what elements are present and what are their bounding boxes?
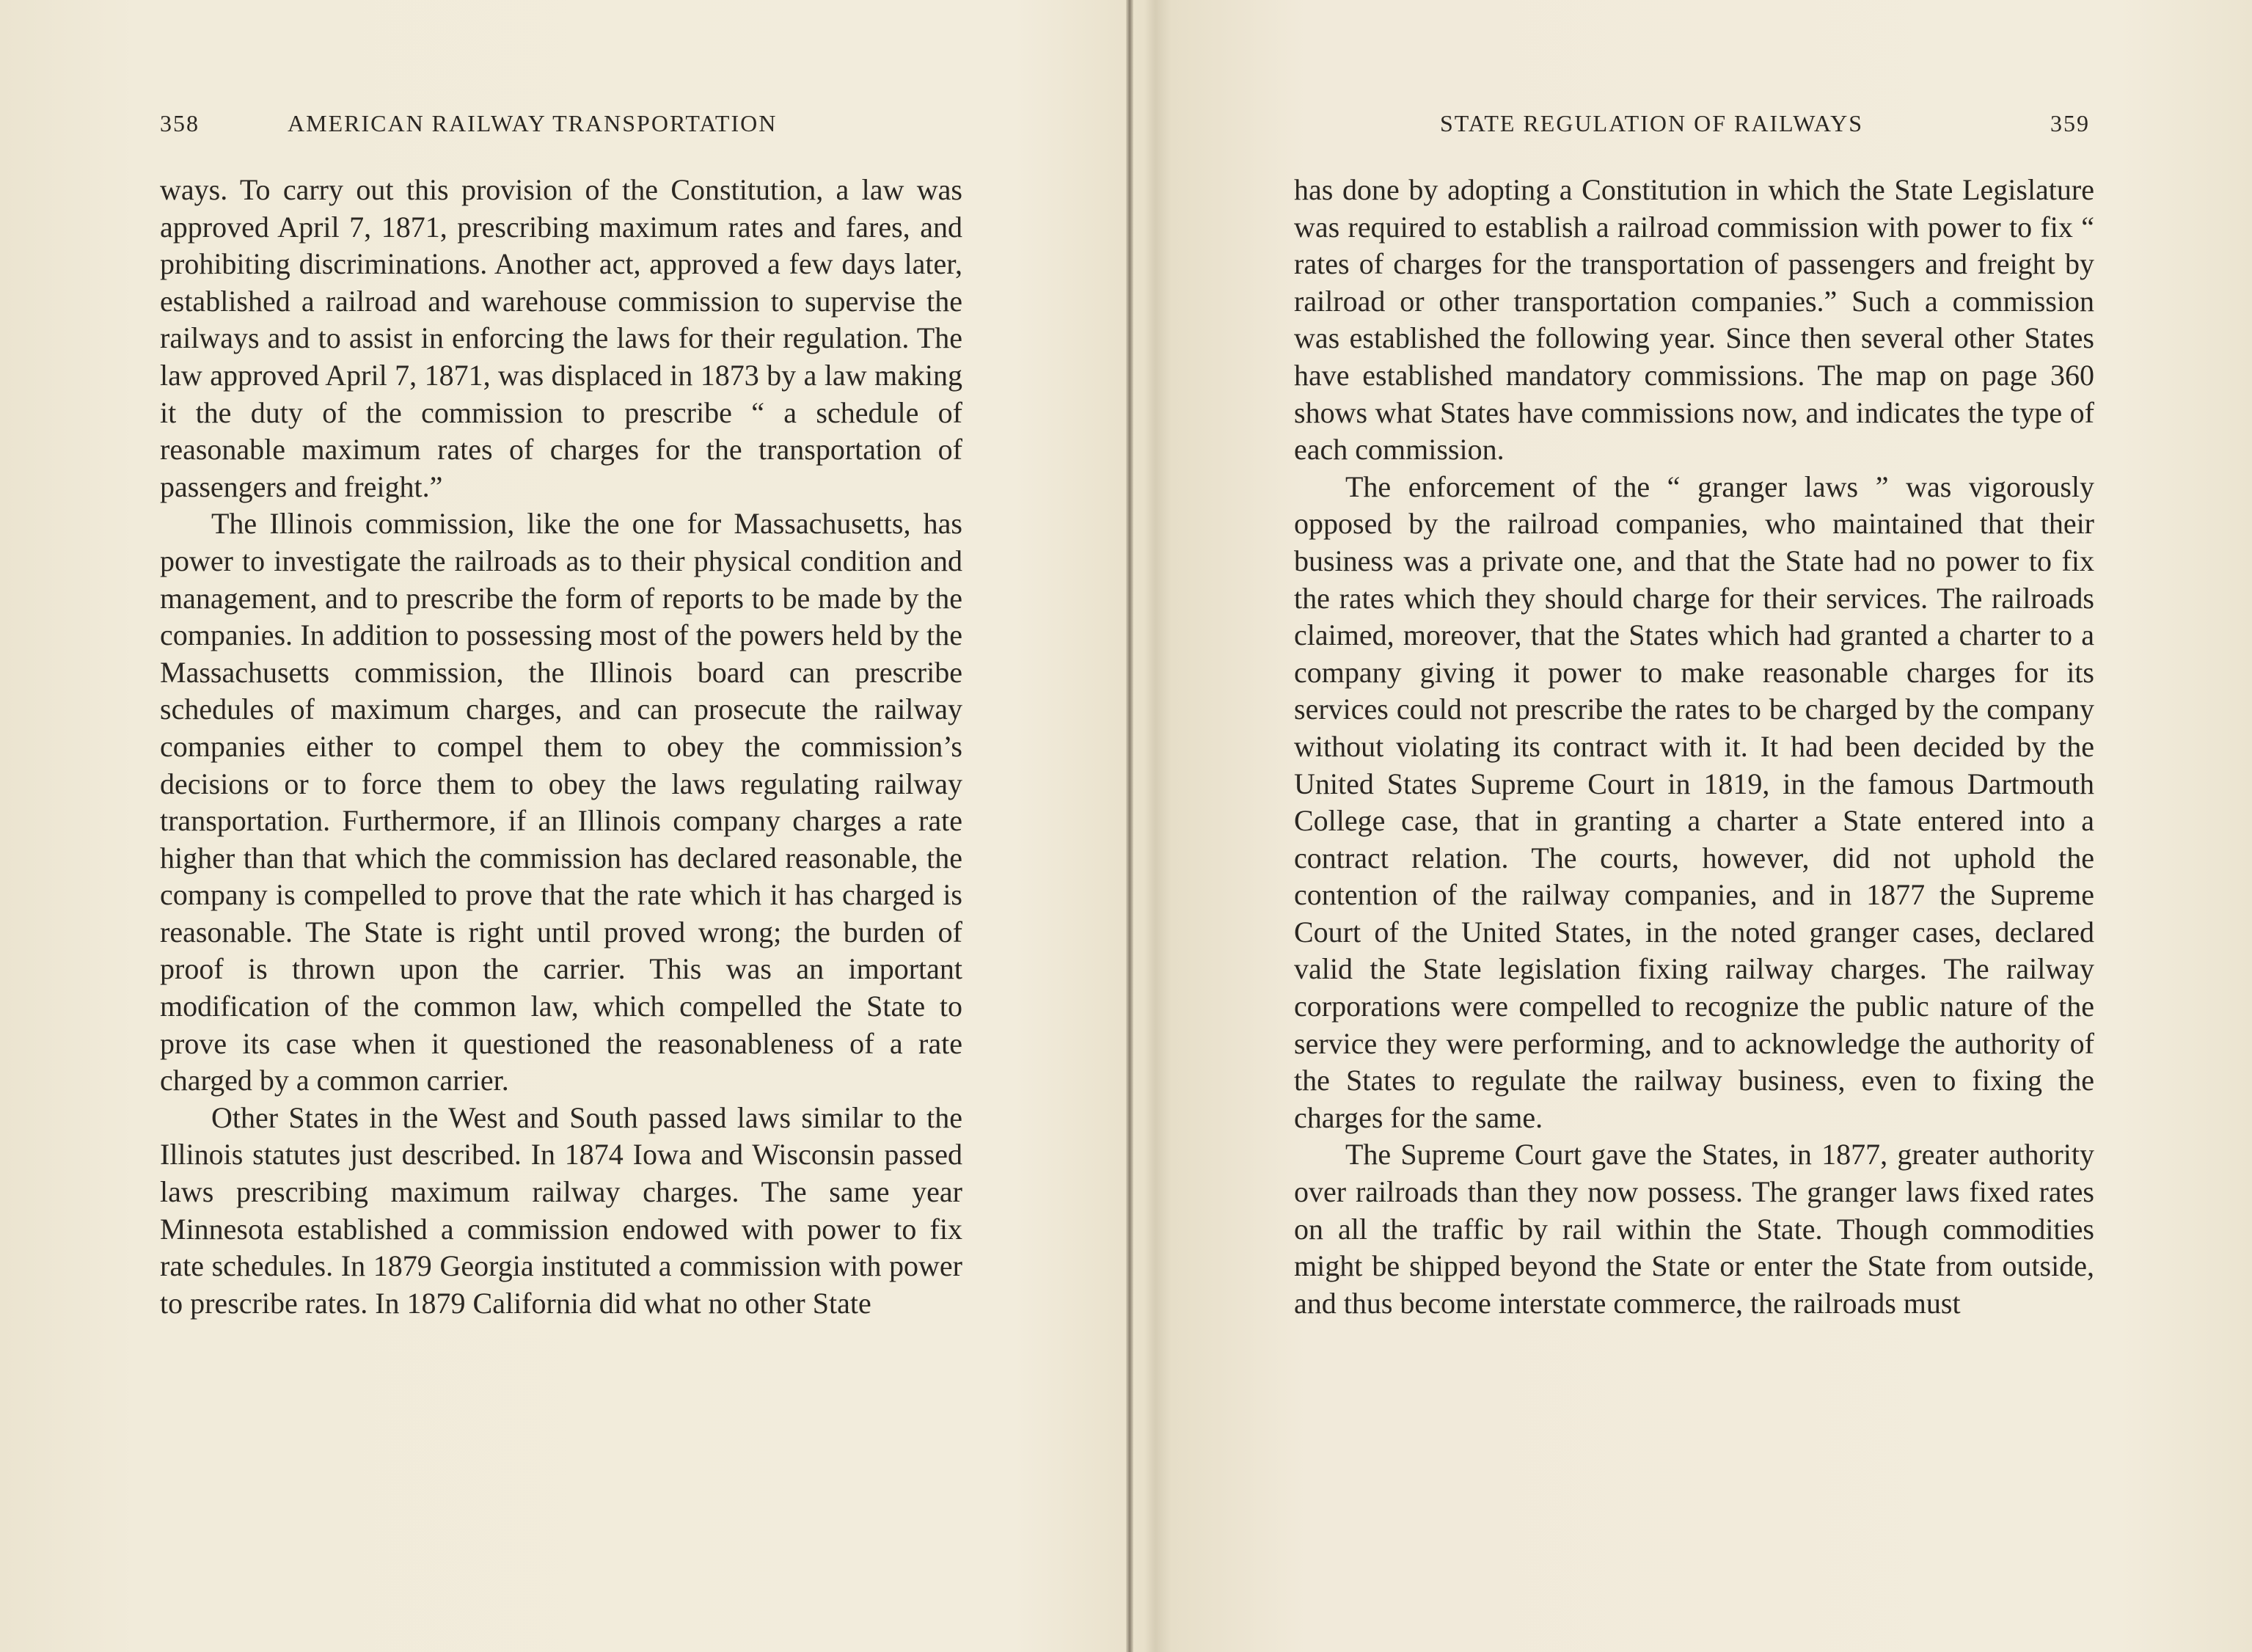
page-number: 359 (2050, 110, 2090, 136)
paragraph: ways. To carry out this provision of the Constitution, a law was approved April 7, 1871, prescribing maximum rates and fares, and prohibiting discriminations. Another act, approved a few days later, established a railroad and warehouse commission to supervise the railways and to assist in enforcing the laws for their regulation. The law approved April 7, 1871, was displaced in 1873 by a law making it the duty of the commission to prescribe “ a schedule of reasonable maximum rates of charges for the transportation of passengers and freight.” (160, 173, 962, 503)
page-number: 358 (160, 110, 200, 136)
page-body (1294, 172, 2094, 1322)
running-head: STATE REGULATION OF RAILWAYS (1440, 110, 1863, 136)
book-gutter (1126, 0, 1133, 1652)
running-head: AMERICAN RAILWAY TRANSPORTATION (288, 110, 778, 136)
paragraph: has done by adopting a Constitution in which the State Legislature was required to establish a railroad commission with power to fix “ rates of charges for the transportation of passengers and freight by railroad or other transportation companies.” Such a commission was established the following year. Since then several other States have established mandatory commissions. The map on page 360 shows what States have commissions now, and indicates the type of each commission. (1294, 173, 2094, 467)
right-page (1133, 0, 2252, 1652)
paragraph: The Supreme Court gave the States, in 1877, greater authority over railroads than they now possess. The granger laws fixed rates on all the traffic by rail within the State. Though commodities might be shipped beyond the State or enter the State from outside, and thus become interstate commerce, the railroads must (1294, 1138, 2094, 1320)
paragraph: Other States in the West and South passed laws similar to the Illinois statutes just described. In 1874 Iowa and Wisconsin passed laws prescribing maximum railway charges. The same year Minnesota established a commission endowed with power to fix rate schedules. In 1879 Georgia instituted a commission with power to prescribe rates. In 1879 California did what no other State (160, 1100, 962, 1320)
paragraph: The Illinois commission, like the one for Massachusetts, has power to investigate the railroads as to their physical condition and management, and to prescribe the form of reports to be made by the companies. In addition to possessing most of the powers held by the Massachusetts commission, the Illinois board can prescribe schedules of maximum charges, and can prosecute the railway companies either to compel them to obey the commission’s decisions or to force them to obey the laws regulating railway transportation. Furthermore, if an Illinois company charges a rate higher than that which the commission has declared reasonable, the company is compelled to prove that the rate which it has charged is reasonable. The State is right until proved wrong; the burden of proof is thrown upon the carrier. This was an important modification of the common law, which compelled the State to prove its case when it questioned the reasonableness of a rate charged by a common carrier. (160, 507, 962, 1097)
page-body (160, 172, 962, 1322)
paragraph: The enforcement of the “ granger laws ” was vigorously opposed by the railroad companies, who maintained that their business was a private one, and that the State had no power to fix the rates which they should charge for their services. The railroads claimed, moreover, that the States which had granted a charter to a company giving it power to make reasonable charges for its services could not prescribe the rates to be charged by the company without violating its contract with it. It had been decided by the United States Supreme Court in 1819, in the famous Dartmouth College case, that in granting a charter a State entered into a contract relation. The courts, however, did not uphold the contention of the railway companies, and in 1877 the Supreme Court of the United States, in the noted granger cases, declared valid the State legislation fixing railway charges. The railway corporations were compelled to recognize the public nature of the service they were performing, and to acknowledge the authority of the States to regulate the railway business, even to fixing the charges for the same. (1294, 469, 2094, 1134)
